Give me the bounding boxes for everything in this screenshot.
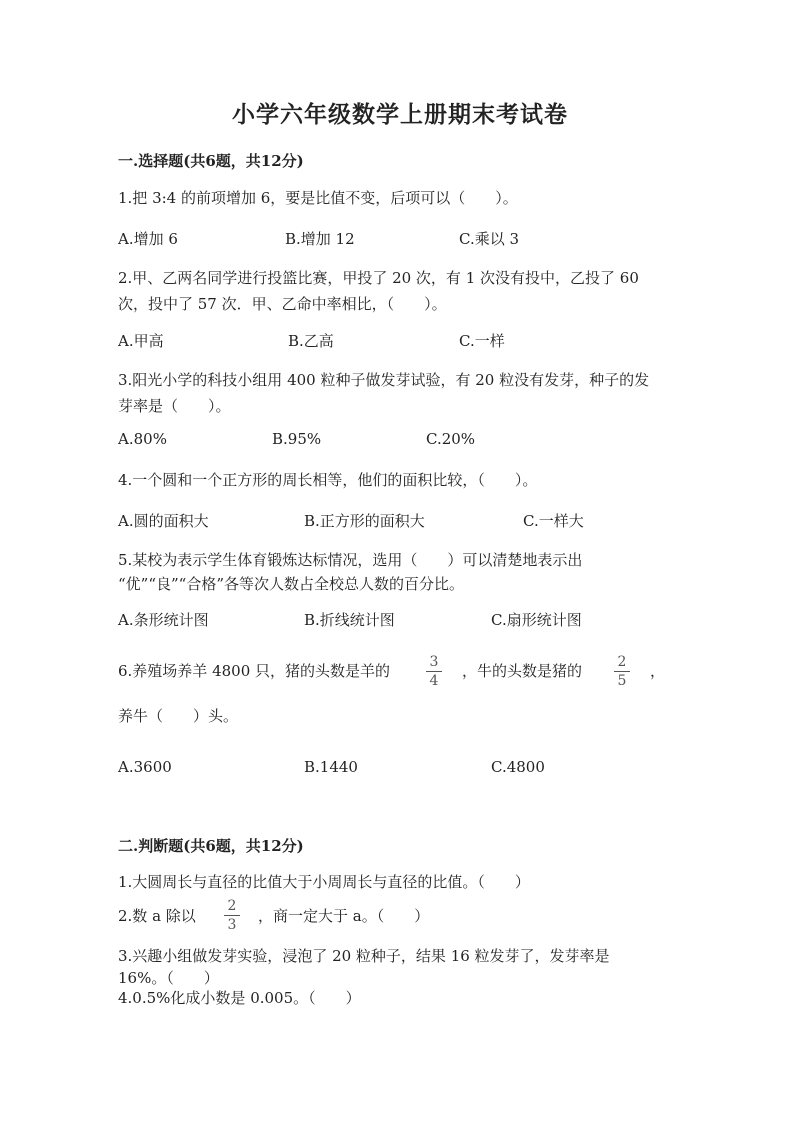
question-4-text: 4.一个圆和一个正方形的周长相等，他们的面积比较，（ ）。 [118,471,538,489]
q6-option-a[interactable]: A.3600 [118,758,172,776]
fraction-two-thirds [222,898,242,933]
question-3-line-2: 芽率是（ ）。 [118,397,231,415]
question-1-text: 1.把 3:4 的前项增加 6，要是比值不变，后项可以（ ）。 [118,189,518,207]
question-6-part-2: ，牛的头数是猪的 [462,662,583,680]
fraction-numerator: 2 [227,898,237,914]
question-5-line-1: 5.某校为表示学生体育锻炼达标情况，选用（ ）可以清楚地表示出 [118,551,583,569]
q4-option-a[interactable]: A.圆的面积大 [118,512,209,530]
question-5-line-2: “优”“良”“合格”各等次人数占全校总人数的百分比。 [118,575,465,593]
judgement-3-line-2: 16%。（ ） [118,969,219,987]
q5-option-a[interactable]: A.条形统计图 [118,611,209,629]
question-6-part-3: ， [650,662,666,680]
q3-option-b[interactable]: B.95% [272,430,322,448]
q1-option-a[interactable]: A.增加 6 [118,230,178,248]
fraction-bar [426,671,442,672]
page-title: 小学六年级数学上册期末考试卷 [232,101,568,128]
fraction-bar [614,671,630,672]
q2-option-b[interactable]: B.乙高 [288,332,334,350]
judgement-1-text: 1.大圆周长与直径的比值大于小周周长与直径的比值。（ ） [118,873,530,891]
section-heading-choice: 一.选择题(共6题，共12分) [118,152,304,170]
q5-option-c[interactable]: C.扇形统计图 [491,611,582,629]
question-2-line-2: 次，投中了 57 次．甲、乙命中率相比，（ ）。 [118,295,447,313]
judgement-4-text: 4.0.5%化成小数是 0.005。（ ） [118,989,361,1007]
question-2-line-1: 2.甲、乙两名同学进行投篮比赛，甲投了 20 次，有 1 次没有投中，乙投了 60 [118,269,639,287]
fraction-two-fifths [612,654,632,689]
fraction-numerator: 3 [429,654,439,670]
q3-option-c[interactable]: C.20% [426,430,476,448]
q1-option-c[interactable]: C.乘以 3 [459,230,520,248]
q3-option-a[interactable]: A.80% [118,430,167,448]
q6-option-b[interactable]: B.1440 [304,758,358,776]
question-6-part-1: 6.养殖场养羊 4800 只，猪的头数是羊的 [118,662,391,680]
fraction-bar [224,915,240,916]
q2-option-a[interactable]: A.甲高 [118,332,164,350]
q2-option-c[interactable]: C.一样 [459,332,505,350]
fraction-denominator: 4 [429,673,439,689]
q6-option-c[interactable]: C.4800 [491,758,545,776]
judgement-2-part-1: 2.数 a 除以 [118,907,196,925]
fraction-denominator: 5 [617,673,627,689]
q4-option-b[interactable]: B.正方形的面积大 [304,512,425,530]
fraction-three-quarters [424,654,444,689]
q4-option-c[interactable]: C.一样大 [523,512,584,530]
question-3-line-1: 3.阳光小学的科技小组用 400 粒种子做发芽试验，有 20 粒没有发芽，种子的发 [118,371,650,389]
judgement-3-line-1: 3.兴趣小组做发芽实验，浸泡了 20 粒种子，结果 16 粒发芽了，发芽率是 [118,947,610,965]
fraction-numerator: 2 [617,654,627,670]
section-heading-judgement: 二.判断题(共6题，共12分) [118,837,304,855]
judgement-2-part-2: ，商一定大于 a。（ ） [258,907,430,925]
q1-option-b[interactable]: B.增加 12 [285,230,355,248]
q5-option-b[interactable]: B.折线统计图 [304,611,395,629]
question-6-part-4: 养牛（ ）头。 [118,707,239,725]
fraction-denominator: 3 [227,917,237,933]
